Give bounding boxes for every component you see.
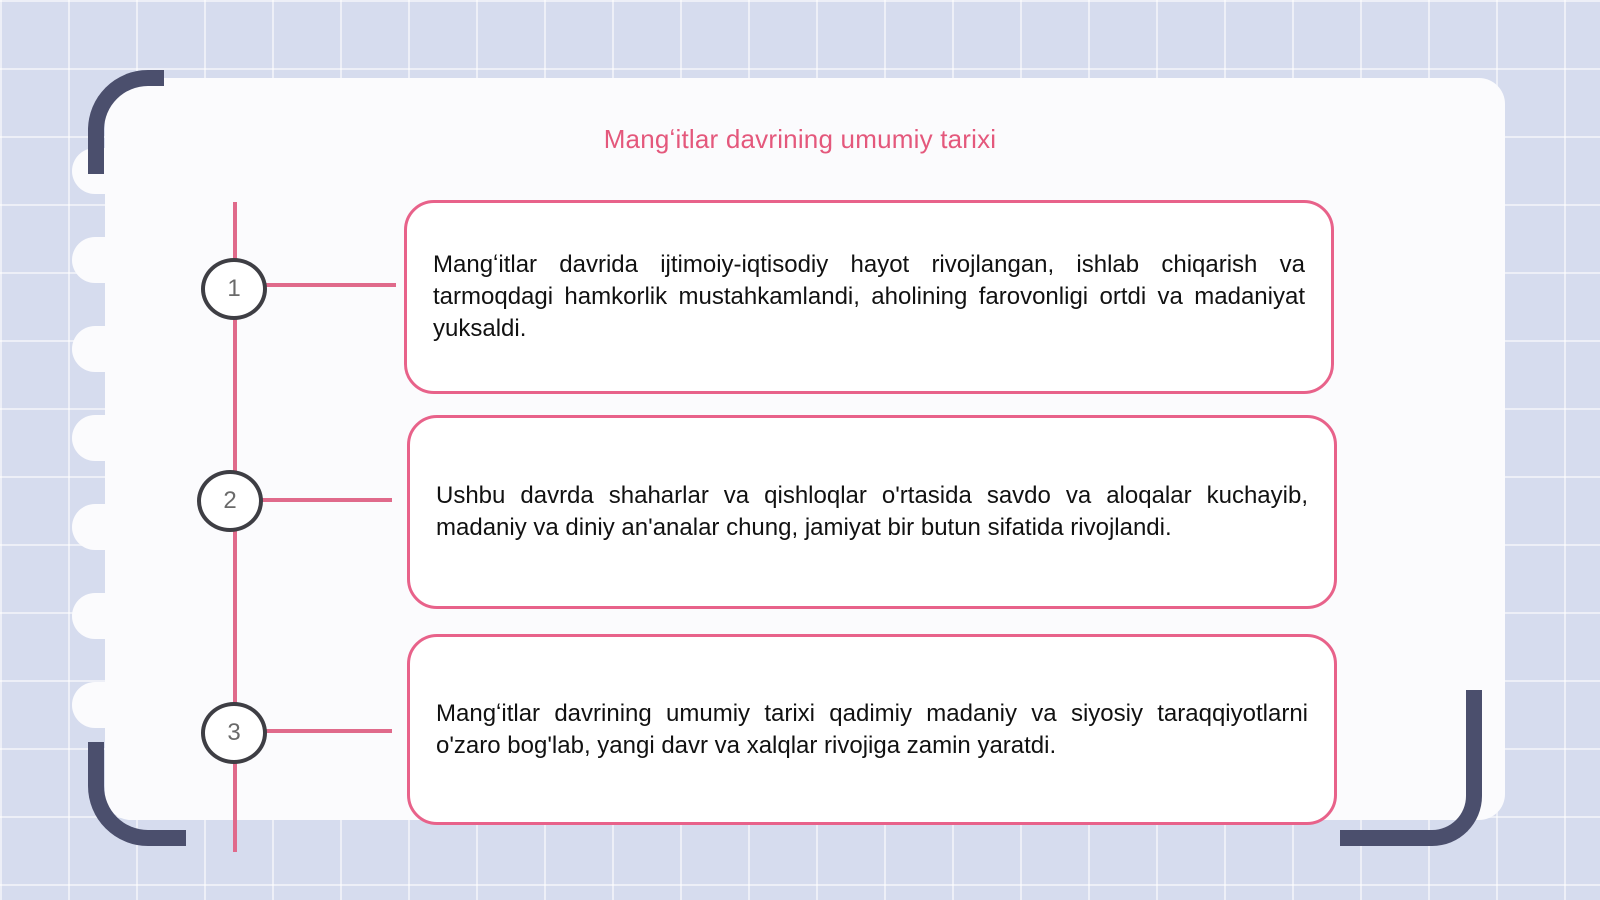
notebook-tab: [72, 504, 128, 550]
timeline-card-text: Ushbu davrda shaharlar va qishloqlar o'rtasida savdo va aloqalar kuchayib, madaniy va diniy an'analar chung, jamiyat bir butun sifatida rivojlandi.: [436, 482, 1308, 541]
notebook-tab: [72, 326, 128, 372]
corner-bracket-top-left: [88, 70, 164, 174]
slide-title: Mangʻitlar davrining umumiy tarixi: [603, 124, 997, 154]
timeline-card-text: Mangʻitlar davrining umumiy tarixi qadimiy madaniy va siyosiy taraqqiyotlarni o'zaro bog'lab, yangi davr va xalqlar rivojiga zamin yaratdi.: [436, 699, 1308, 759]
notebook-tab: [72, 682, 128, 728]
corner-bracket-bottom-left: [88, 742, 186, 846]
notebook-tab: [72, 415, 128, 461]
timeline-connector: [260, 498, 392, 502]
timeline-card-3: [407, 634, 1337, 825]
timeline-number-2: 2: [197, 470, 263, 532]
timeline-connector: [262, 729, 392, 733]
timeline-card-1: [404, 200, 1334, 394]
timeline-number-3: 3: [201, 702, 267, 764]
notebook-tab: [72, 593, 128, 639]
timeline-card-2: [407, 415, 1337, 609]
timeline-connector: [262, 283, 396, 287]
timeline-card-text: Mangʻitlar davrida ijtimoiy-iqtisodiy hayot rivojlangan, ishlab chiqarish va tarmoqdagi hamkorlik mustahkamlandi, aholining farovonligi ortdi va madaniyat yuksaldi.: [433, 251, 1305, 342]
corner-bracket-bottom-right: [1340, 690, 1482, 846]
notebook-tab: [72, 237, 128, 283]
timeline-number-1: 1: [201, 258, 267, 320]
